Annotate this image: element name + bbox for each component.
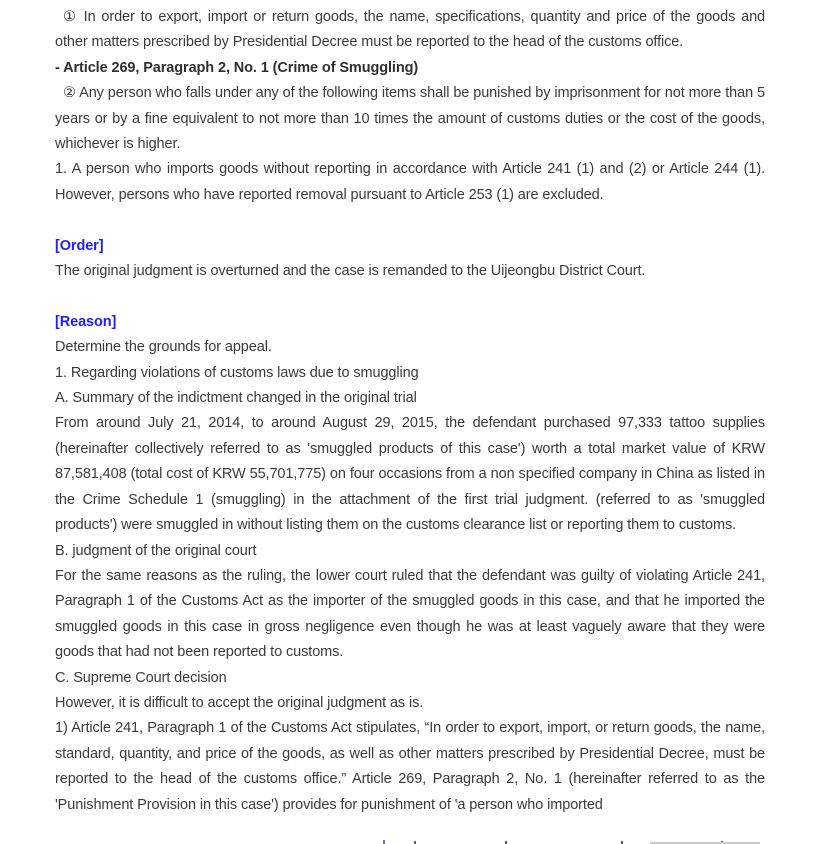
point-1: 1. Regarding violations of customs laws due to smuggling [55,364,419,381]
statute-paragraph-1: ① In order to export, import or return goods, the name, specifications, quantity and price of the goods and other matters prescribed by Presidential Decree must be reported to the head of the customs office. [55,9,765,51]
blank-line [55,208,765,233]
statute-paragraph-2: ② Any person who falls under any of the following items shall be punished by imprisonment for not more than 5 years or by a fine equivalent to not more than 10 times the amount of customs duties or the cost of the goods, whichever is higher. [55,85,765,153]
para-original-court: For the same reasons as the ruling, the lower court ruled that the defendant was guilty of violating Article 241, Paragraph 1 of the Customs Act as the importer of the smuggled goods in this case, and that he imported the smuggled goods in this case in gross negligence even though he was at least vaguely aware that they were goods that had not been reported to customs. [55,567,765,661]
reason-intro: Determine the grounds for appeal. [55,339,272,356]
reason-heading: [Reason] [55,313,117,330]
point-1c: C. Supreme Court decision [55,669,227,686]
clipped-next-line [0,839,816,844]
para-article-241: 1) Article 241, Paragraph 1 of the Customs Act stipulates, “In order to export, import, or return goods, the name, standard, quantity, and price of the goods, as well as other matters prescribed by Presidential Decree, must be reported to the head of the customs office.” Article 269, Paragraph 2, No. 1 (hereinafter referred to as the 'Punishment Provision in this case') provides for punishment of 'a person who imported [55,720,765,813]
point-1b: B. judgment of the original court [55,542,257,559]
clipped-glyph-top [383,840,385,844]
statute-item-1: 1. A person who imports goods without reporting in accordance with Article 241 (1) and (2) or Article 244 (1). However, persons who have reported removal pursuant to Article 253 (1) are excluded. [55,161,765,203]
para-indictment: From around July 21, 2014, to around August 29, 2015, the defendant purchased 97,333 tattoo supplies (hereinafter collectively referred to as 'smuggled products of this case') worth a total market value of KRW 87,581,408 (total cost of KRW 55,701,775) on four occasions from a non specified company in China as listed in the Crime Schedule 1 (smuggling) in the attachment of the first trial judgment. (referred to as 'smuggled products') were smuggled in without listing them on the customs clearance list or reporting them to customs. [55,415,765,534]
para-difficult: However, it is difficult to accept the original judgment as is. [55,694,424,711]
point-1a: A. Summary of the indictment changed in the original trial [55,390,417,407]
statute-citation: - Article 269, Paragraph 2, No. 1 (Crime of Smuggling) [55,59,419,76]
order-body: The original judgment is overturned and the case is remanded to the Uijeongbu District Court. [55,263,646,280]
order-heading: [Order] [55,237,104,254]
blank-line [55,284,765,309]
